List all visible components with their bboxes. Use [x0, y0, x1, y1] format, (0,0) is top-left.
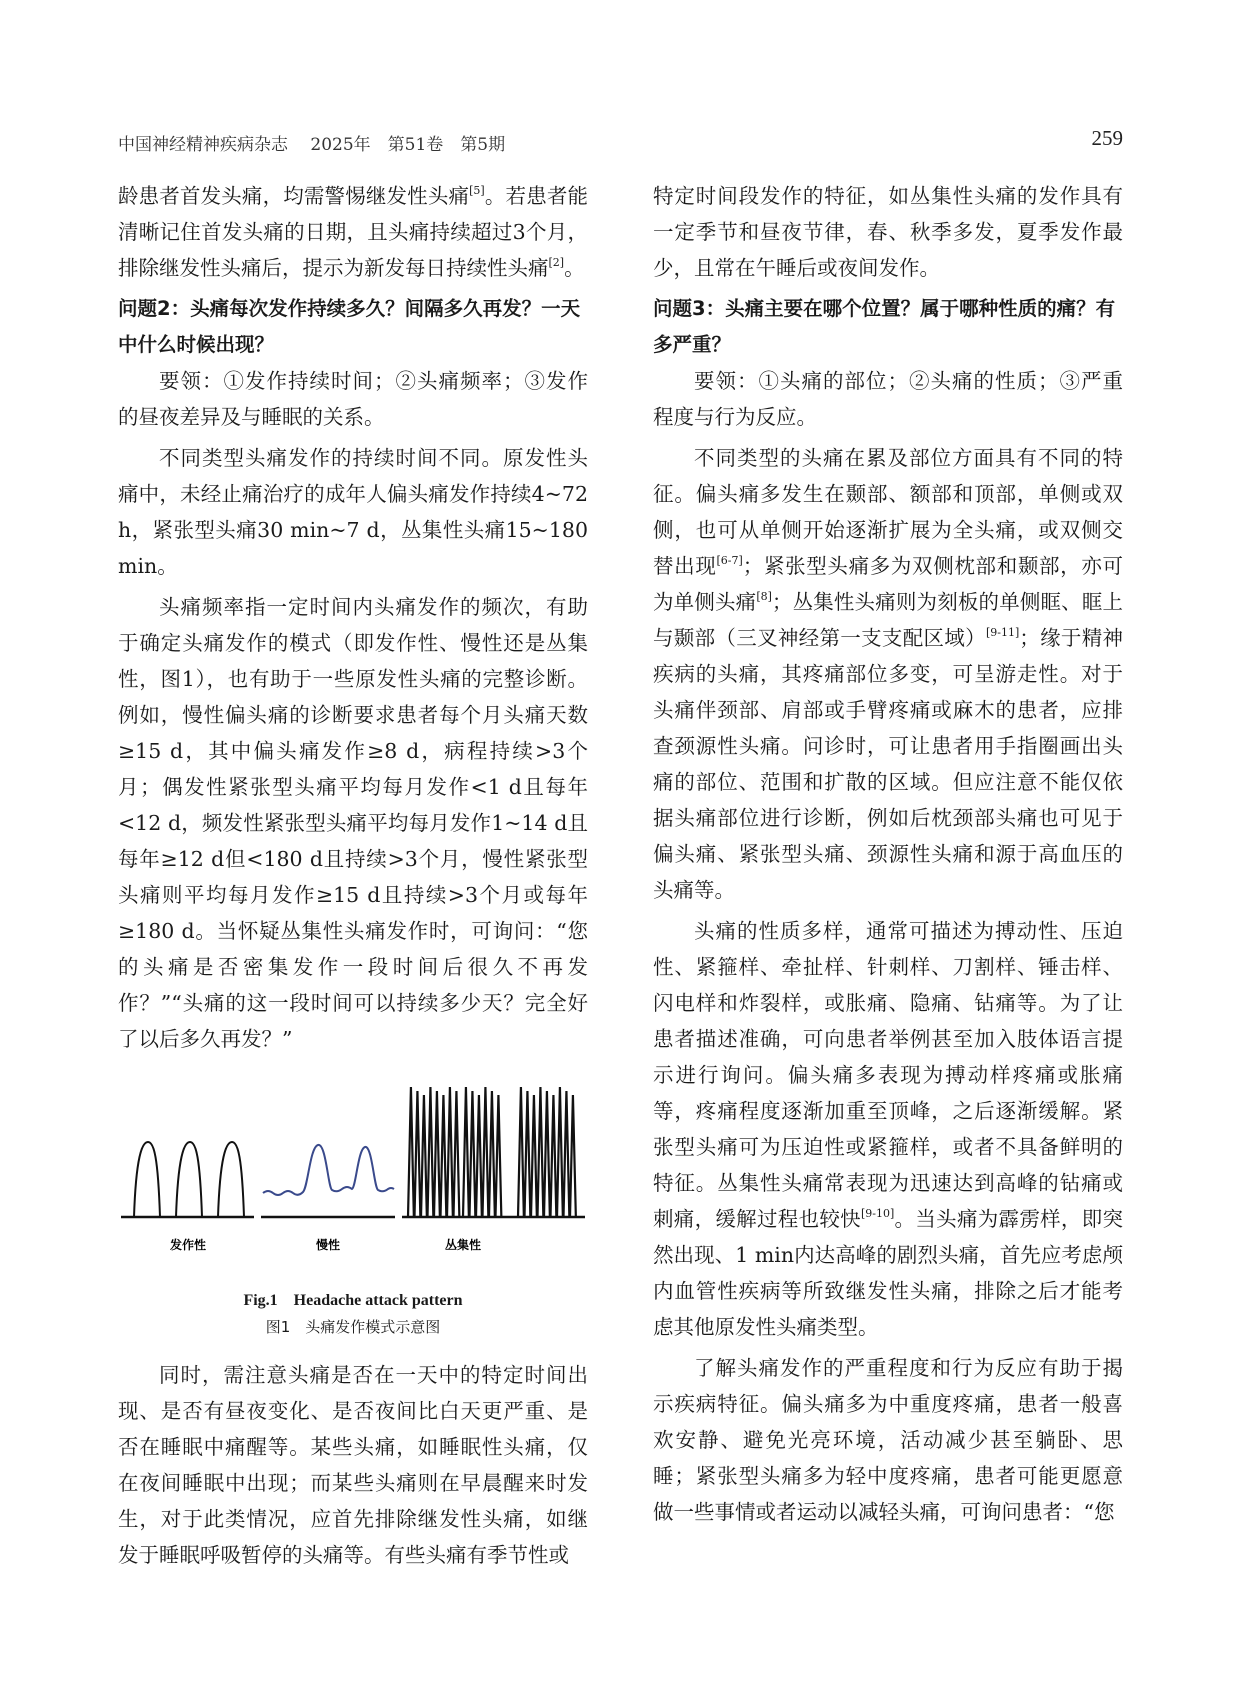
paragraph: 要领：①头痛的部位；②头痛的性质；③严重程度与行为反应。: [653, 369, 1123, 429]
citation: [2]: [548, 256, 565, 269]
paragraph: 龄患者首发头痛，均需警惕继发性头痛[5]。若患者能清晰记住首发头痛的日期，且头痛持续超过3个月，排除继发性头痛后，提示为新发每日持续性头痛[2]。: [118, 184, 589, 280]
cluster-spike-group: [463, 1087, 501, 1217]
label-chronic: 慢性: [315, 1238, 341, 1252]
cluster-spike-group: [408, 1087, 459, 1217]
journal-title: 中国神经精神疾病杂志 2025年 第51卷 第5期: [118, 135, 506, 155]
paragraph: 头痛频率指一定时间内头痛发作的频次，有助于确定头痛发作的模式（即发作性、慢性还是丛集性，图1），也有助于一些原发性头痛的完整诊断。例如，慢性偏头痛的诊断要求患者每个月头痛天数≥15 d，其中偏头痛发作≥8 d，病程持续>3个月；偶发性紧张型头痛平均每月发作<1 d且每年<12 d，频发性紧张型头痛平均每月发作1~14 d且每年≥12 d但<180 d且持续>3个月，慢性紧张型头痛则平均每月发作≥15 d且持续>3个月或每年≥180 d。当怀疑丛集性头痛发作时，可询问：“您的头痛是否密集发作一段时间后很久不再发作？”“头痛的这一段时间可以持续多少天？完全好了以后多久再发？”: [118, 595, 588, 1051]
chronic-pattern: [263, 1145, 394, 1195]
cluster-bursts: [408, 1087, 576, 1217]
headache-pattern-diagram: [118, 1077, 588, 1277]
section-heading-q3: 问题3：头痛主要在哪个位置？属于哪种性质的痛？有多严重？: [653, 297, 1116, 356]
paragraph: 同时，需注意头痛是否在一天中的特定时间出现、是否有昼夜变化、是否夜间比白天更严重、是否在睡眠中痛醒等。某些头痛，如睡眠性头痛，仅在夜间睡眠中出现；而某些头痛则在早晨醒来时发生，对于此类情况，应首先排除继发性头痛，如继发于睡眠呼吸暂停的头痛等。有些头痛有季节性或: [118, 1363, 588, 1567]
episodic-attack: [218, 1142, 244, 1217]
running-header: [118, 126, 1123, 155]
paragraph: 不同类型的头痛在累及部位方面具有不同的特征。偏头痛多发生在颞部、额部和顶部，单侧或双侧，也可从单侧开始逐渐扩展为全头痛，或双侧交替出现[6-7]；紧张型头痛多为双侧枕部和颞部，亦可为单侧头痛[8]；丛集性头痛则为刻板的单侧眶、眶上与颞部（三叉神经第一支支配区域）[9-11]；缘于精神疾病的头痛，其疼痛部位多变，可呈游走性。对于头痛伴颈部、肩部或手臂疼痛或麻木的患者，应排查颈源性头痛。问诊时，可让患者用手指圈画出头痛的部位、范围和扩散的区域。但应注意不能仅依据头痛部位进行诊断，例如后枕颈部头痛也可见于偏头痛、紧张型头痛、颈源性头痛和源于高血压的头痛等。: [653, 446, 1124, 902]
citation: [5]: [469, 184, 485, 197]
citation: [6-7]: [716, 554, 743, 567]
section-heading-q2: 问题2：头痛每次发作持续多久？间隔多久再发？一天中什么时候出现？: [118, 297, 581, 356]
paragraph: 不同类型头痛发作的持续时间不同。原发性头痛中，未经止痛治疗的成年人偏头痛发作持续4~72 h，紧张型头痛30 min~7 d，丛集性头痛15~180 min。: [118, 446, 588, 578]
citation: [9-11]: [985, 626, 1020, 639]
cluster-spike-group: [518, 1087, 576, 1217]
label-cluster: 丛集性: [444, 1238, 482, 1252]
paragraph: 要领：①发作持续时间；②头痛频率；③发作的昼夜差异及与睡眠的关系。: [118, 369, 588, 429]
figure-1: [118, 1077, 588, 1277]
paragraph: 了解头痛发作的严重程度和行为反应有助于揭示疾病特征。偏头痛多为中重度疼痛，患者一般喜欢安静、避免光亮环境，活动减少甚至躺卧、思睡；紧张型头痛多为轻中度疼痛，患者可能更愿意做一些事情或者运动以减轻头痛，可询问患者：“您: [653, 1356, 1123, 1524]
page-number: 259: [1091, 126, 1123, 150]
citation: [8]: [756, 590, 772, 603]
episodic-attack: [176, 1142, 202, 1217]
episodic-attack: [134, 1142, 160, 1217]
label-episodic: 发作性: [169, 1238, 207, 1252]
right-column: [653, 178, 1123, 1535]
figure-caption-cn: 图1 头痛发作模式示意图: [265, 1318, 441, 1336]
citation: [9-10]: [860, 1207, 895, 1220]
paragraph: 特定时间段发作的特征，如丛集性头痛的发作具有一定季节和昼夜节律，春、秋季多发，夏季发作最少，且常在午睡后或夜间发作。: [653, 184, 1123, 280]
figure-caption-en: Fig.1 Headache attack pattern: [243, 1292, 463, 1309]
left-column: [118, 178, 588, 1578]
paragraph: 头痛的性质多样，通常可描述为搏动性、压迫性、紧箍样、牵扯样、针刺样、刀割样、锤击样、闪电样和炸裂样，或胀痛、隐痛、钻痛等。为了让患者描述准确，可向患者举例甚至加入肢体语言提示进行询问。偏头痛多表现为搏动样疼痛或胀痛等，疼痛程度逐渐加重至顶峰，之后逐渐缓解。紧张型头痛可为压迫性或紧箍样，或者不具备鲜明的特征。丛集性头痛常表现为迅速达到高峰的钻痛或刺痛，缓解过程也较快[9-10]。当头痛为霹雳样，即突然出现、1 min内达高峰的剧烈头痛，首先应考虑颅内血管性疾病等所致继发性头痛，排除之后才能考虑其他原发性头痛类型。: [653, 919, 1124, 1339]
